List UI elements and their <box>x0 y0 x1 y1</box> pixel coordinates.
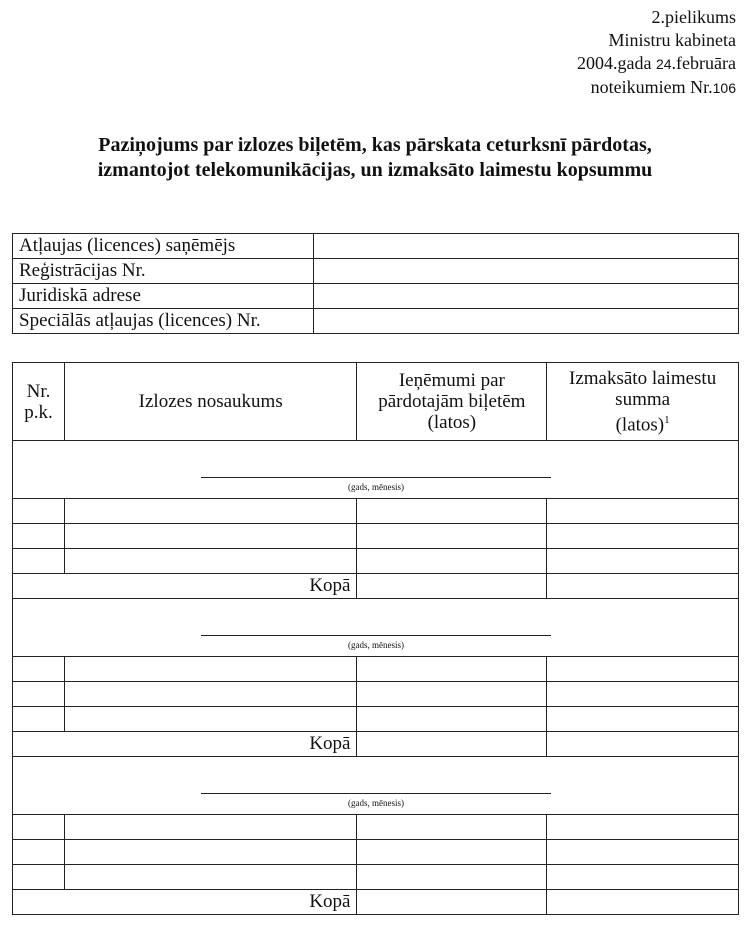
total-label: Kopā <box>13 890 357 915</box>
total-row <box>13 574 739 599</box>
total-income[interactable] <box>357 732 547 757</box>
cell-paid[interactable] <box>547 524 739 549</box>
header-income-line-3: (latos) <box>427 412 477 433</box>
cell-income[interactable] <box>357 524 547 549</box>
info-label-licensee: Atļaujas (licences) saņēmējs <box>13 234 314 259</box>
info-row <box>13 284 739 309</box>
info-row <box>13 259 739 284</box>
header-paid-unit: (latos) <box>615 414 665 436</box>
period-row <box>13 441 739 499</box>
annex-regulation: noteikumiem Nr. <box>590 77 713 97</box>
header-lottery-name: Izlozes nosaukums <box>64 363 357 441</box>
table-row <box>13 815 739 840</box>
annex-number: 106 <box>712 80 736 96</box>
cell-nr[interactable] <box>13 707 65 732</box>
header-paid-winnings <box>547 363 739 441</box>
info-value-address[interactable] <box>314 284 739 309</box>
cell-name[interactable] <box>64 499 357 524</box>
cell-income[interactable] <box>357 840 547 865</box>
period-row <box>13 599 739 657</box>
period-caption: (gads, mēnesis) <box>348 640 404 650</box>
cell-income[interactable] <box>357 499 547 524</box>
cell-income[interactable] <box>357 682 547 707</box>
table-row <box>13 865 739 890</box>
table-row <box>13 840 739 865</box>
table-row <box>13 549 739 574</box>
footnote-marker: 1 <box>664 413 670 426</box>
header-income-line-2: pārdotajām biļetēm <box>378 391 526 412</box>
cell-name[interactable] <box>64 707 357 732</box>
document-title <box>0 133 750 183</box>
annex-line-4 <box>577 76 736 100</box>
info-value-special-license[interactable] <box>314 309 739 334</box>
annex-month: .februāra <box>671 53 736 73</box>
header-nr-line-1: Nr. <box>26 380 51 402</box>
cell-income[interactable] <box>357 549 547 574</box>
header-paid-line-3 <box>547 410 738 435</box>
cell-income[interactable] <box>357 707 547 732</box>
period-line <box>201 793 551 794</box>
period-caption: (gads, mēnesis) <box>348 798 404 808</box>
total-paid[interactable] <box>547 890 739 915</box>
period-cell[interactable] <box>13 599 739 657</box>
cell-nr[interactable] <box>13 549 65 574</box>
cell-nr[interactable] <box>13 682 65 707</box>
annex-block <box>577 6 736 100</box>
info-label-address: Juridiskā adrese <box>13 284 314 309</box>
header-paid-line-1: Izmaksāto laimestu <box>569 367 717 389</box>
total-paid[interactable] <box>547 732 739 757</box>
period-line <box>201 635 551 636</box>
cell-nr[interactable] <box>13 815 65 840</box>
total-income[interactable] <box>357 890 547 915</box>
cell-name[interactable] <box>64 682 357 707</box>
header-row <box>13 363 739 441</box>
cell-income[interactable] <box>357 865 547 890</box>
cell-paid[interactable] <box>547 840 739 865</box>
total-income[interactable] <box>357 574 547 599</box>
cell-name[interactable] <box>64 657 357 682</box>
cell-paid[interactable] <box>547 657 739 682</box>
title-line-2: izmantojot telekomunikācijas, un izmaksāto laimestu kopsummu <box>97 159 653 181</box>
cell-paid[interactable] <box>547 865 739 890</box>
cell-name[interactable] <box>64 524 357 549</box>
cell-paid[interactable] <box>547 707 739 732</box>
header-nr <box>13 363 65 441</box>
period-line <box>201 477 551 478</box>
info-row <box>13 309 739 334</box>
annex-year: 2004.gada <box>576 53 652 73</box>
period-caption: (gads, mēnesis) <box>348 482 404 492</box>
cell-name[interactable] <box>64 815 357 840</box>
total-paid[interactable] <box>547 574 739 599</box>
total-row <box>13 732 739 757</box>
cell-paid[interactable] <box>547 682 739 707</box>
table-row <box>13 682 739 707</box>
title-line-1: Paziņojums par izlozes biļetēm, kas pārskata ceturksnī pārdotas, <box>98 134 652 156</box>
cell-name[interactable] <box>64 865 357 890</box>
cell-name[interactable] <box>64 840 357 865</box>
cell-nr[interactable] <box>13 657 65 682</box>
cell-nr[interactable] <box>13 840 65 865</box>
header-income-line-1: Ieņēmumi par <box>398 370 505 391</box>
cell-paid[interactable] <box>547 499 739 524</box>
period-cell[interactable] <box>13 441 739 499</box>
cell-income[interactable] <box>357 815 547 840</box>
annex-line-2: Ministru kabineta <box>608 30 736 50</box>
total-label: Kopā <box>13 732 357 757</box>
header-nr-line-2: p.k. <box>24 401 53 423</box>
cell-paid[interactable] <box>547 815 739 840</box>
info-label-registration: Reģistrācijas Nr. <box>13 259 314 284</box>
info-value-registration[interactable] <box>314 259 739 284</box>
annex-line-3 <box>577 52 736 76</box>
cell-paid[interactable] <box>547 549 739 574</box>
table-row <box>13 707 739 732</box>
annex-line-1: 2.pielikums <box>651 7 736 27</box>
header-income <box>357 363 547 441</box>
cell-nr[interactable] <box>13 524 65 549</box>
info-label-special-license: Speciālās atļaujas (licences) Nr. <box>13 309 314 334</box>
annex-day: 24 <box>655 56 672 72</box>
header-paid-line-2: summa <box>615 388 671 410</box>
lottery-report-table <box>12 362 739 915</box>
period-cell[interactable] <box>13 757 739 815</box>
total-row <box>13 890 739 915</box>
cell-nr[interactable] <box>13 865 65 890</box>
table-row <box>13 499 739 524</box>
table-row <box>13 657 739 682</box>
table-row <box>13 524 739 549</box>
info-row <box>13 234 739 259</box>
cell-nr[interactable] <box>13 499 65 524</box>
cell-income[interactable] <box>357 657 547 682</box>
total-label: Kopā <box>13 574 357 599</box>
period-row <box>13 757 739 815</box>
licensee-info-table <box>12 233 739 334</box>
info-value-licensee[interactable] <box>314 234 739 259</box>
cell-name[interactable] <box>64 549 357 574</box>
